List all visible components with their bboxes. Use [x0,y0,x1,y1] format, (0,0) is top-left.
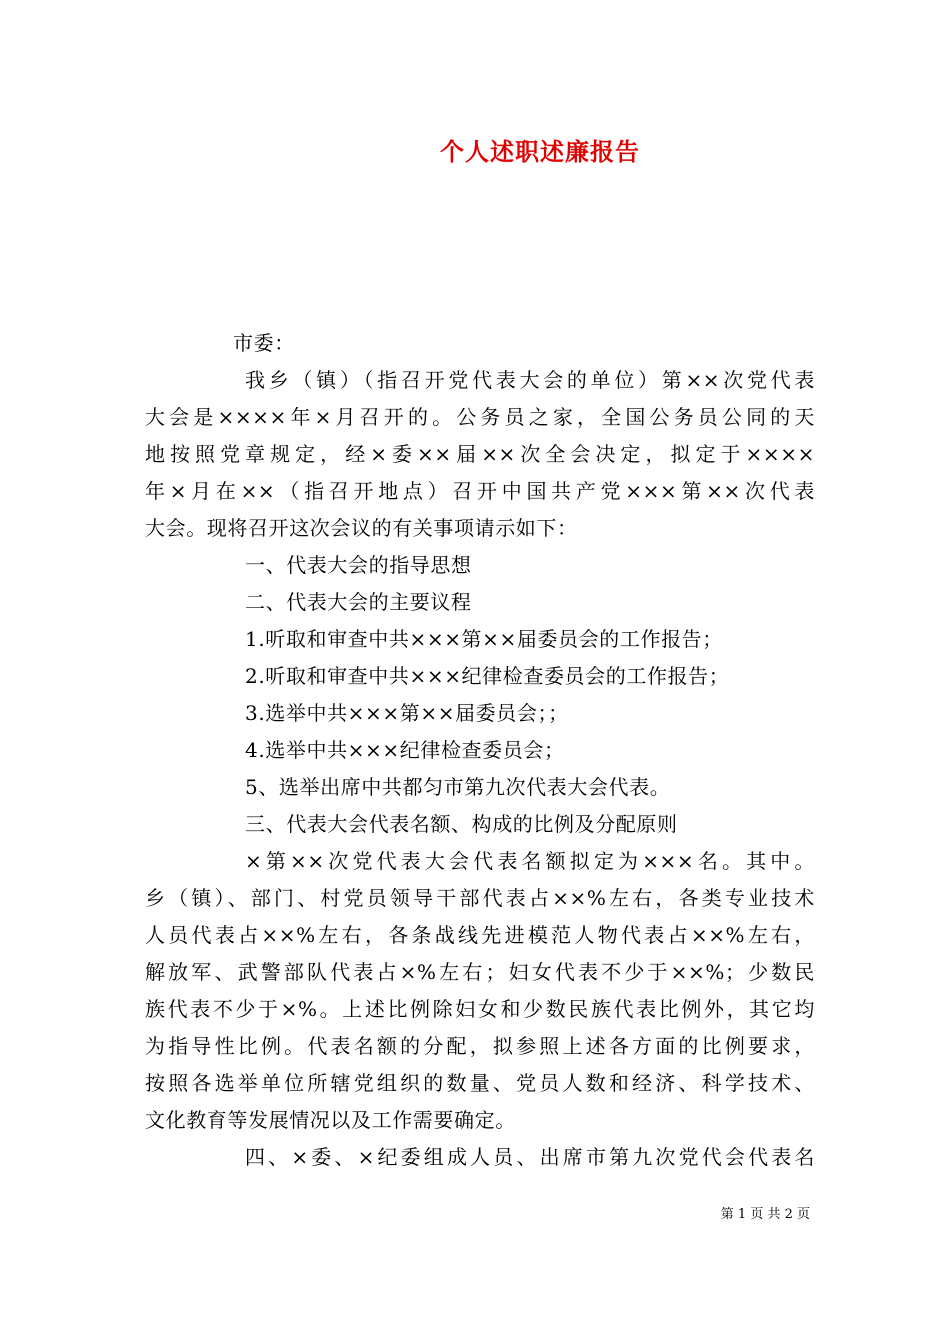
section-heading: 三、代表大会代表名额、构成的比例及分配原则 [245,812,678,836]
paragraph-line: 文化教育等发展情况以及工作需要确定。 [145,1108,516,1132]
paragraph-line: 地按照党章规定，经×委××届××次全会决定，拟定于×××× [145,442,815,466]
paragraph-line: 解放军、武警部队代表占×%左右；妇女代表不少于××%；少数民 [145,960,815,984]
paragraph-line: 族代表不少于×%。上述比例除妇女和少数民族代表比例外，其它均 [145,997,815,1021]
paragraph-line: 大会。现将召开这次会议的有关事项请示如下： [145,516,578,540]
section-heading: 四、×委、×纪委组成人员、出席市第九次党代会代表名 [245,1145,815,1169]
paragraph-line: 我乡（镇）（指召开党代表大会的单位）第××次党代表 [245,368,815,392]
paragraph-line: 乡（镇）、部门、村党员领导干部代表占××%左右，各类专业技术 [145,886,815,910]
section-heading: 一、代表大会的指导思想 [245,553,472,577]
paragraph-line: 为指导性比例。代表名额的分配，拟参照上述各方面的比例要求， [145,1034,815,1058]
agenda-item: 4.选举中共×××纪律检查委员会； [245,738,565,762]
paragraph-line: 按照各选举单位所辖党组织的数量、党员人数和经济、科学技术、 [145,1071,815,1095]
agenda-item: 5、选举出席中共都匀市第九次代表大会代表。 [245,775,671,799]
section-heading: 二、代表大会的主要议程 [245,590,472,614]
salutation: 市委： [233,331,295,355]
paragraph-line: 人员代表占××%左右，各条战线先进模范人物代表占××%左右， [145,923,815,947]
agenda-item: 1.听取和审查中共×××第××届委员会的工作报告； [245,627,723,651]
paragraph-line: 大会是××××年×月召开的。公务员之家，全国公务员公同的天 [145,405,815,429]
agenda-item: 3.选举中共×××第××届委员会；； [245,701,569,725]
agenda-item: 2.听取和审查中共×××纪律检查委员会的工作报告； [245,664,730,688]
paragraph-line: 年×月在××（指召开地点）召开中国共产党×××第××次代表 [145,479,815,503]
document-title: 个人述职述廉报告 [440,137,640,166]
page-number: 第 1 页 共 2 页 [720,1207,810,1222]
paragraph-line: ×第××次党代表大会代表名额拟定为×××名。其中。 [245,849,815,873]
